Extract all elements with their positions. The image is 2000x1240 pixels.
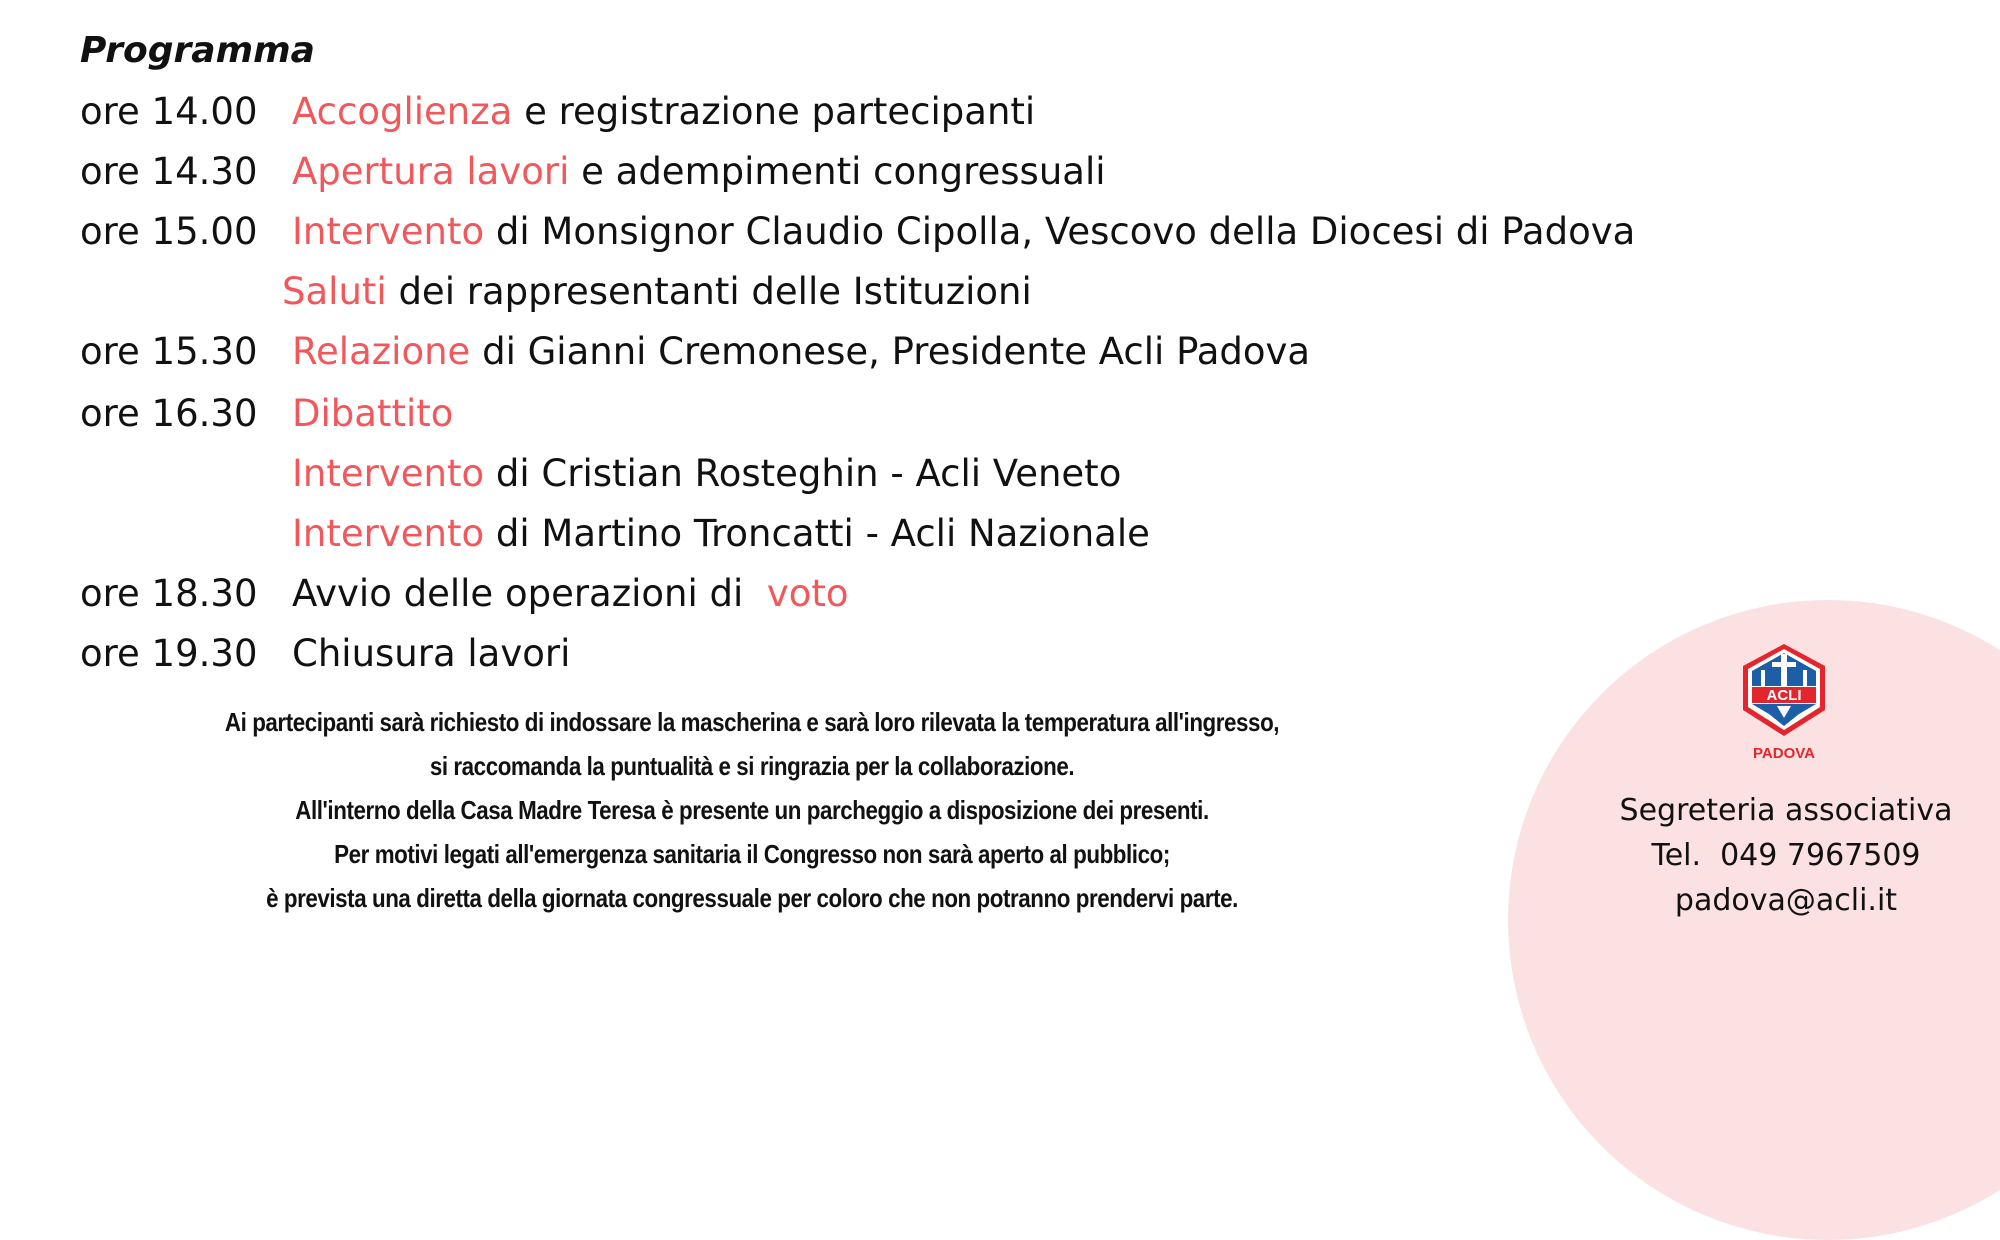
schedule-time: ore 14.30 xyxy=(80,150,258,193)
schedule-highlight: Saluti xyxy=(282,270,387,313)
notice-line: Ai partecipanti sarà richiesto di indossare la mascherina e sarà loro rilevata la temperatura all'ingresso, xyxy=(224,707,1280,737)
schedule-text: Avvio delle operazioni di xyxy=(292,572,767,615)
contact-label: Segreteria associativa xyxy=(1619,793,1953,828)
schedule-time: ore 19.30 xyxy=(80,632,258,675)
schedule-event xyxy=(292,388,453,440)
page-title: Programma xyxy=(80,30,315,71)
notice-line: si raccomanda la puntualità e si ringrazia per la collaborazione. xyxy=(429,751,1075,781)
schedule-event xyxy=(292,146,1106,198)
contact-phone: Tel. 049 7967509 xyxy=(1651,838,1921,873)
schedule-highlight: Intervento xyxy=(292,452,485,495)
schedule-highlight: Relazione xyxy=(292,330,471,373)
acli-logo xyxy=(1737,640,1831,764)
schedule-time: ore 15.00 xyxy=(80,210,258,253)
schedule-event xyxy=(292,86,1035,138)
schedule-text: dei rappresentanti delle Istituzioni xyxy=(386,270,1032,313)
notice-block xyxy=(174,700,1330,920)
schedule-time: ore 14.00 xyxy=(80,90,258,133)
schedule-event xyxy=(292,628,570,680)
schedule-highlight: Dibattito xyxy=(292,392,454,435)
schedule-text: di Martino Troncatti - Acli Nazionale xyxy=(484,512,1150,555)
schedule-event xyxy=(282,266,1032,318)
schedule-highlight: Apertura lavori xyxy=(292,150,570,193)
schedule-highlight: Intervento xyxy=(292,512,485,555)
schedule-text: di Gianni Cremonese, Presidente Acli Padova xyxy=(470,330,1311,373)
schedule-time: ore 16.30 xyxy=(80,392,258,435)
schedule-event xyxy=(292,568,849,620)
schedule-text: di Cristian Rosteghin - Acli Veneto xyxy=(484,452,1122,495)
contact-email: padova@acli.it xyxy=(1674,883,1898,918)
schedule-highlight: Intervento xyxy=(292,210,485,253)
notice-line: è prevista una diretta della giornata congressuale per coloro che non potranno prendervi parte. xyxy=(266,883,1238,913)
schedule-event xyxy=(292,206,1635,258)
notice-line: Per motivi legati all'emergenza sanitaria il Congresso non sarà aperto al pubblico; xyxy=(334,839,1170,869)
contact-block xyxy=(1600,788,1972,923)
schedule-highlight: Accoglienza xyxy=(292,90,513,133)
schedule-event xyxy=(292,326,1310,378)
schedule-highlight: voto xyxy=(766,572,849,615)
schedule-time: ore 18.30 xyxy=(80,572,258,615)
schedule-text: di Monsignor Claudio Cipolla, Vescovo della Diocesi di Padova xyxy=(484,210,1636,253)
schedule-text: Chiusura lavori xyxy=(292,632,571,675)
acli-logo-icon xyxy=(1737,640,1831,764)
notice-line: All'interno della Casa Madre Teresa è presente un parcheggio a disposizione dei presenti. xyxy=(295,795,1209,825)
schedule-event xyxy=(292,508,1150,560)
logo-text: ACLI xyxy=(1766,687,1802,704)
schedule-text: e adempimenti congressuali xyxy=(569,150,1106,193)
schedule-text: e registrazione partecipanti xyxy=(512,90,1036,133)
schedule-event xyxy=(292,448,1121,500)
schedule-time: ore 15.30 xyxy=(80,330,258,373)
logo-caption: PADOVA xyxy=(1753,745,1815,762)
